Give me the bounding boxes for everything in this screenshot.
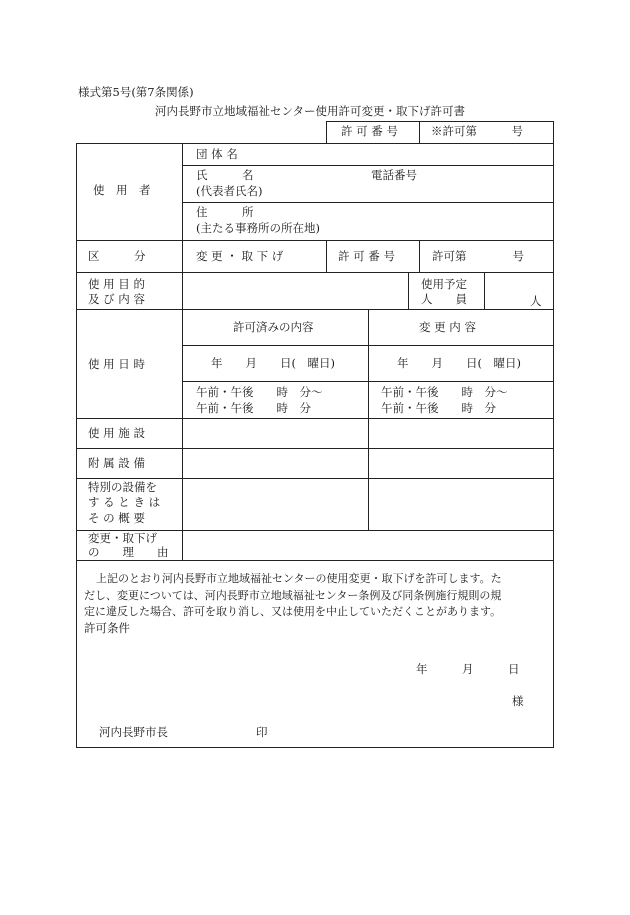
grid-line bbox=[419, 121, 420, 144]
notice-line-1: 上記のとおり河内長野市立地域福祉センターの使用変更・取下げを許可します。た bbox=[96, 572, 502, 585]
changed-time-start: 午前・午後 時 分〜 bbox=[381, 385, 508, 399]
grid-line bbox=[326, 121, 553, 122]
grid-line bbox=[326, 121, 327, 144]
permit-number-value: ※許可第 号 bbox=[431, 124, 523, 138]
representative-label: (代表者氏名) bbox=[196, 184, 263, 198]
purpose-label-line1: 使 用 目 的 bbox=[88, 277, 145, 291]
grid-line bbox=[326, 240, 327, 272]
classification-permit-label: 許 可 番 号 bbox=[338, 249, 395, 263]
form-title: 河内長野市立地域福祉センター使用許可変更・取下げ許可書 bbox=[155, 104, 466, 118]
grid-line bbox=[408, 272, 409, 309]
changed-content-header: 変 更 内 容 bbox=[419, 320, 476, 334]
mayor-title: 河内長野市長 bbox=[99, 725, 168, 739]
grid-line bbox=[76, 418, 553, 419]
reason-label-line2: の 理 由 bbox=[88, 545, 169, 559]
changed-date: 年 月 日( 曜日) bbox=[397, 356, 521, 370]
schedule-label: 使 用 日 時 bbox=[88, 357, 145, 371]
grid-line bbox=[76, 272, 553, 273]
user-section-label: 使 用 者 bbox=[93, 183, 151, 197]
permit-number-label: 許 可 番 号 bbox=[341, 124, 398, 138]
special-equipment-line2: す る と き は bbox=[88, 495, 161, 509]
grid-line bbox=[76, 747, 554, 748]
notice-line-3: 定に違反した場合、許可を取り消し、又は使用を中止していただくことがあります。 bbox=[84, 605, 502, 618]
address-sub-label: (主たる事務所の所在地) bbox=[196, 221, 320, 235]
permitted-time-start: 午前・午後 時 分〜 bbox=[196, 385, 323, 399]
special-equipment-line3: そ の 概 要 bbox=[88, 511, 145, 525]
grid-line bbox=[76, 143, 77, 748]
seal-mark: 印 bbox=[256, 725, 268, 739]
special-equipment-line1: 特別の設備を bbox=[88, 480, 157, 494]
permitted-time-end: 午前・午後 時 分 bbox=[196, 401, 311, 415]
grid-line bbox=[368, 309, 369, 530]
grid-line bbox=[419, 240, 420, 272]
grid-line bbox=[76, 478, 553, 479]
grid-line bbox=[76, 240, 553, 241]
grid-line bbox=[484, 272, 485, 309]
form-number: 様式第5号(第7条関係) bbox=[78, 85, 194, 99]
changed-time-end: 午前・午後 時 分 bbox=[381, 401, 496, 415]
grid-line bbox=[76, 309, 553, 310]
grid-line bbox=[76, 560, 553, 561]
notice-line-2: だし、変更については、河内長野市立地域福祉センター条例及び同条例施行規則の規 bbox=[84, 589, 502, 602]
classification-value: 変 更 ・ 取 下 げ bbox=[196, 249, 284, 263]
planned-count-label-line1: 使用予定 bbox=[421, 277, 467, 291]
permitted-date: 年 月 日( 曜日) bbox=[211, 356, 335, 370]
grid-line bbox=[182, 202, 553, 203]
address-label: 住 所 bbox=[196, 205, 254, 219]
grid-line bbox=[76, 143, 553, 144]
permit-conditions-label: 許可条件 bbox=[84, 621, 130, 635]
name-label: 氏 名 bbox=[196, 168, 254, 182]
facility-label: 使 用 施 設 bbox=[88, 426, 145, 440]
purpose-label-line2: 及 び 内 容 bbox=[88, 292, 145, 306]
issue-date: 年 月 日 bbox=[416, 662, 520, 676]
classification-label: 区 分 bbox=[88, 249, 146, 263]
permitted-content-header: 許可済みの内容 bbox=[233, 320, 314, 334]
group-name-label: 団 体 名 bbox=[196, 147, 238, 161]
grid-line bbox=[182, 143, 183, 560]
planned-count-label-line2: 人 員 bbox=[421, 292, 467, 306]
equipment-label: 附 属 設 備 bbox=[88, 456, 145, 470]
grid-line bbox=[553, 121, 554, 748]
grid-line bbox=[76, 448, 553, 449]
person-unit: 人 bbox=[530, 294, 542, 308]
honorific-sama: 様 bbox=[512, 694, 524, 708]
reason-label-line1: 変更・取下げ bbox=[88, 531, 157, 545]
classification-permit-value: 許可第 号 bbox=[432, 249, 524, 263]
grid-line bbox=[182, 165, 553, 166]
phone-label: 電話番号 bbox=[371, 168, 417, 182]
